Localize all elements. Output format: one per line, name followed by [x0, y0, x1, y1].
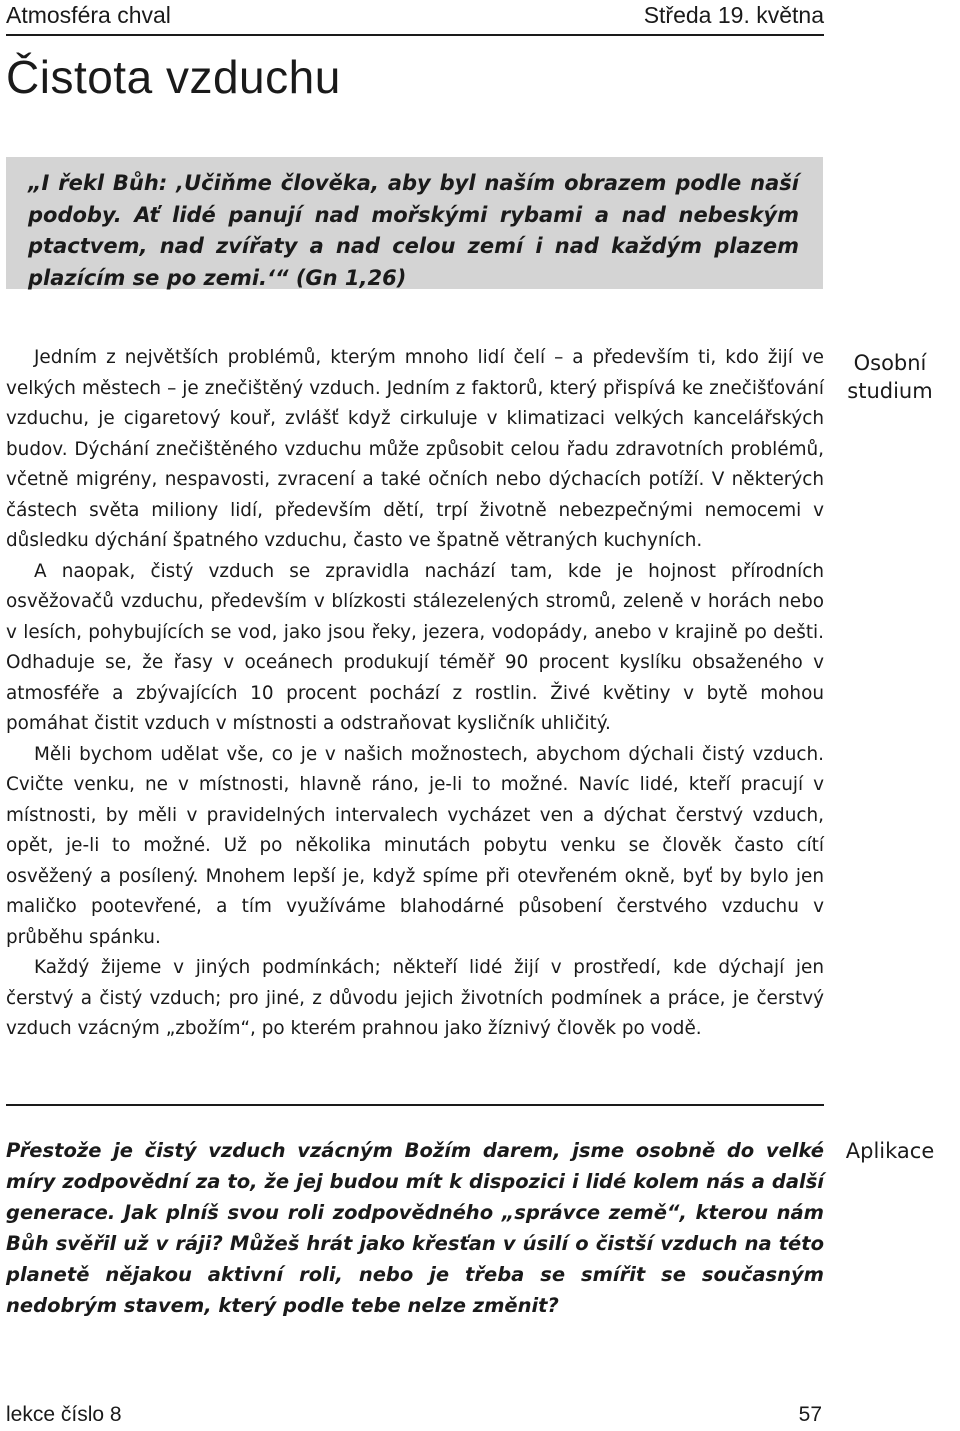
study-paragraph: A naopak, čistý vzduch se zpravidla nachází tam, kde je hojnost přírodních osvěžovačů vzduchu, především v blízkosti stálezelených stromů, zeleně v horách nebo v lesích, pohybujících se vod, jako jsou řeky, jezera, vodopády, anebo v krajině po dešti. Odhaduje se, že řasy v oceánech produkují téměř 90 procent kyslíku obsaženého v atmosféře a zbývajících 10 procent pochází z rostlin. Živé květiny v bytě mohou pomáhat čistit vzduch v místnosti a odstraňovat kysličník uhličitý. — [6, 560, 824, 734]
header-divider — [6, 34, 824, 36]
bible-quote-text: „I řekl Bůh: ‚Učiňme člověka, aby byl naším obrazem podle naší podoby. Ať lidé panují nad mořskými rybami a nad nebeským ptactvem, nad zvířaty a nad celou zemí i nad každým plazem plazícím se po zemi.‘“ (Gn 1,26) — [28, 171, 799, 290]
study-paragraph: Jedním z největších problémů, kterým mnoho lidí čelí – a především ti, kdo žijí ve velkých městech – je znečištěný vzduch. Jedním z faktorů, který přispívá ke znečišťování vzduchu, je cigaretový kouř, zvlášť když cirkuluje v klimatizaci velkých kancelářských budov. Dýchání znečištěného vzduchu může způsobit celou řadu zdravotních problémů, včetně migrény, nespavosti, zvracení a také očních nebo dýchacích potíží. V některých částech světa miliony lidí, především dětí, trpí životně nebezpečnými nemocemi v důsledku dýchání špatného vzduchu, často ve špatně větraných kuchyních. — [6, 347, 824, 551]
footer-lesson-number: lekce číslo 8 — [6, 1403, 122, 1426]
study-body — [6, 343, 824, 1045]
study-paragraph: Měli bychom udělat vše, co je v našich možnostech, abychom dýchali čistý vzduch. Cvičte venku, ne v místnosti, hlavně ráno, je-li to možné. Navíc lidé, kteří pracují v místnosti, by měli v pravidelných intervalech vycházet ven a dýchat čerstvý vzduch, opět, je-li to možné. Už po několika minutách pobytu venku se člověk často cítí osvěžený a posílený. Mnohem lepší je, když spíme při otevřeném okně, byť by bylo jen maličko pootevřené, a tím využíváme blahodárné působení čerstvého vzduchu v průběhu spánku. — [6, 743, 824, 948]
page-title: Čistota vzduchu — [6, 51, 341, 103]
footer-page-number: 57 — [798, 1403, 822, 1426]
side-label-application: Aplikace — [845, 1139, 935, 1163]
application-text: Přestože je čistý vzduch vzácným Božím darem, jsme osobně do velké míry zodpovědní za to, že jej budou mít k dispozici i lidé kolem nás a další generace. Jak plníš svou roli zodpovědného „správce země“, kterou nám Bůh svěřil už v ráji? Můžeš hrát jako křesťan v úsilí o čistší vzduch na této planetě nějakou aktivní roli, nebo je třeba se smířit se současným nedobrým stavem, který podle tebe nelze změnit? — [6, 1139, 824, 1317]
section-divider — [6, 1104, 824, 1106]
header-section-title: Atmosféra chval — [6, 2, 171, 28]
bible-quote-box — [6, 157, 823, 289]
header-date: Středa 19. května — [643, 2, 824, 28]
side-label-personal-study: Osobní studium — [847, 351, 933, 403]
study-paragraph: Každý žijeme v jiných podmínkách; někteří lidé žijí v prostředí, kde dýchají jen čerstvý a čistý vzduch; pro jiné, z důvodu jejich životních podmínek a práce, je čerstvý vzduch vzácným „zbožím“, po kterém prahnou jako žíznivý člověk po vodě. — [6, 957, 824, 1039]
